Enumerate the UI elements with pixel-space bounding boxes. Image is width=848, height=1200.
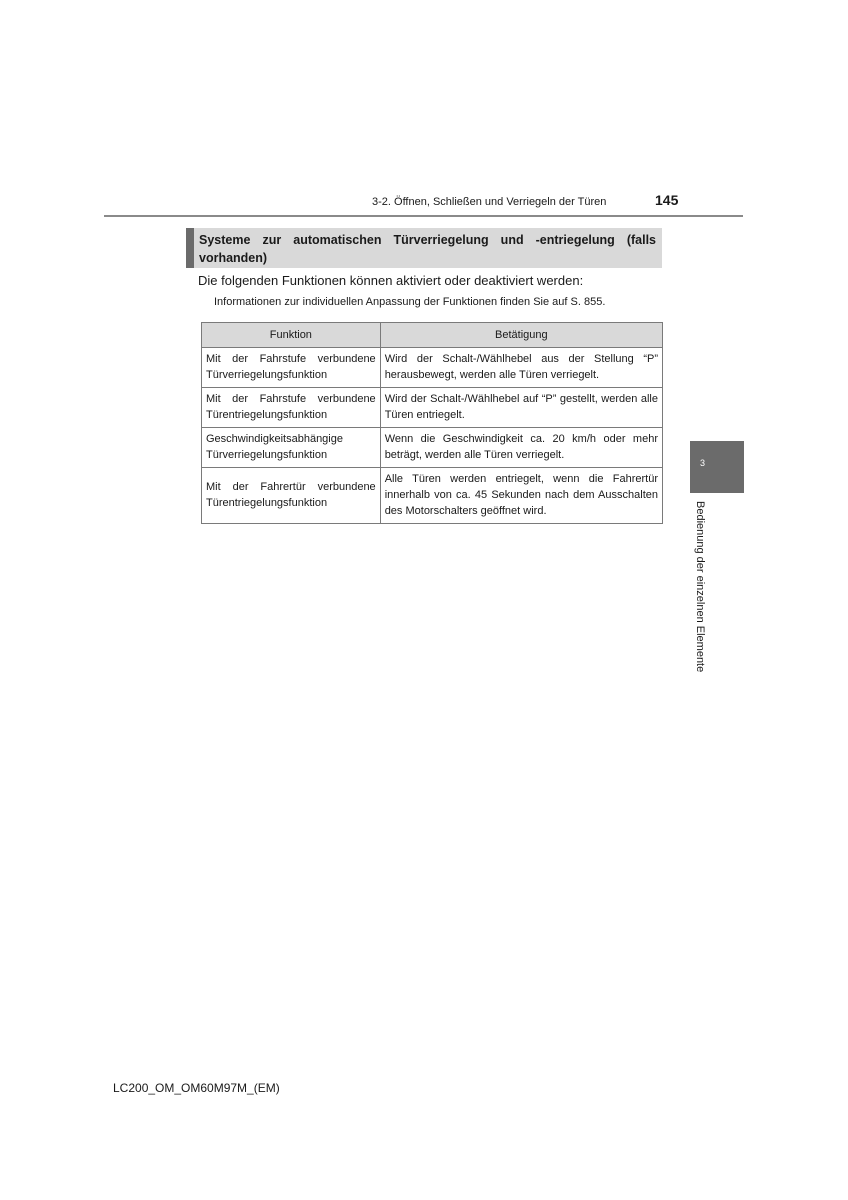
function-cell: Mit der Fahrstufe verbundene Türentriegelungsfunktion — [202, 388, 381, 428]
section-title: Systeme zur automatischen Türverriegelung und -entriegelung (falls vorhanden) — [186, 228, 662, 268]
table-row — [202, 428, 663, 468]
footer-doc-code: LC200_OM_OM60M97M_(EM) — [113, 1081, 280, 1095]
operation-cell: Wird der Schalt-/Wählhebel auf “P” gestellt, werden alle Türen entriegelt. — [380, 388, 662, 428]
chapter-tab — [690, 441, 744, 493]
function-cell: Mit der Fahrertür verbundene Türentriegelungsfunktion — [202, 468, 381, 524]
column-header-function: Funktion — [202, 323, 381, 348]
customization-note: Informationen zur individuellen Anpassung der Funktionen finden Sie auf S. 855. — [214, 296, 606, 308]
intro-text: Die folgenden Funktionen können aktiviert oder deaktiviert werden: — [198, 273, 584, 288]
table-row — [202, 348, 663, 388]
operation-cell: Wird der Schalt-/Wählhebel aus der Stellung “P” herausbewegt, werden alle Türen verriegelt. — [380, 348, 662, 388]
function-cell: Geschwindigkeitsabhängige Türverriegelungsfunktion — [202, 428, 381, 468]
function-table — [201, 322, 663, 524]
chapter-title-vertical: Bedienung der einzelnen Elemente — [694, 501, 706, 673]
running-head-title: 3-2. Öffnen, Schließen und Verriegeln der Türen — [372, 196, 607, 208]
page-number: 145 — [655, 192, 679, 208]
operation-cell: Wenn die Geschwindigkeit ca. 20 km/h oder mehr beträgt, werden alle Türen verriegelt. — [380, 428, 662, 468]
header-rule — [104, 215, 743, 217]
operation-cell: Alle Türen werden entriegelt, wenn die Fahrertür innerhalb von ca. 45 Sekunden nach dem Ausschalten des Motorschalters geöffnet wird. — [380, 468, 662, 524]
table-row — [202, 468, 663, 524]
chapter-number: 3 — [700, 458, 706, 468]
column-header-operation: Betätigung — [380, 323, 662, 348]
table-header-row — [202, 323, 663, 348]
function-cell: Mit der Fahrstufe verbundene Türverriegelungsfunktion — [202, 348, 381, 388]
table-row — [202, 388, 663, 428]
